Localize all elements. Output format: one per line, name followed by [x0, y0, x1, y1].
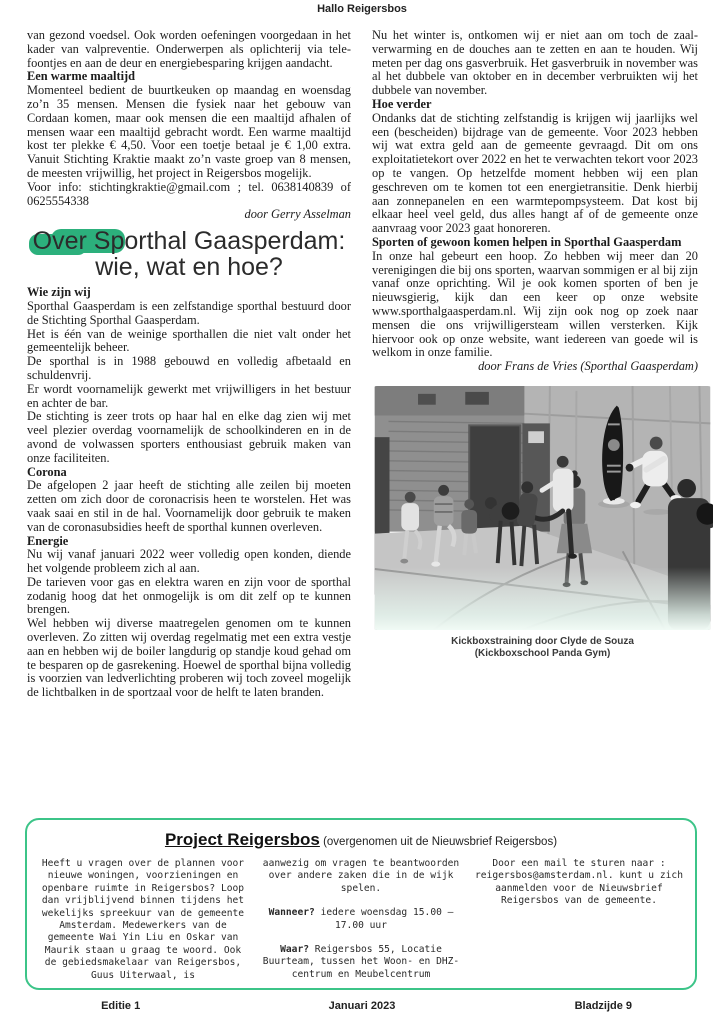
project-col-3-text: Door een mail te sturen naar : reigersbos@amsterdam.nl. kunt u zich aanmelden voor de Nieuwsbrief Reigersbos van de gemeente. — [475, 858, 683, 907]
when-text: iedere woensdag 15.00 – 17.00 uur — [314, 907, 454, 931]
project-box-header — [39, 830, 683, 850]
project-when — [257, 907, 465, 932]
where-text: Reigersbos 55, Locatie Buurteam, tussen het Woon- en DHZ-centrum en Meubelcentrum — [262, 944, 460, 980]
page-footer — [0, 1000, 724, 1012]
kickbox-photo-illustration — [372, 386, 713, 630]
project-col-1-text: Heeft u vragen over de plannen voor nieuwe woningen, voorzieningen en openbare ruimte in Reigersbos? Loop dan vrijblijvend binnen tijdens het wekelijks spreekuur van de gemeente Amsterdam. Medewerkers van de gemeente Wai Yin Liu en Oskar van Maurik staan u graag te woord. Ook de gebiedsmakelaar van Reigersbos, Guus Uiterwaal, is — [41, 858, 245, 981]
energie-heading: Energie — [27, 533, 69, 548]
photo-caption-line-1: Kickboxstraining door Clyde de Souza — [451, 635, 634, 647]
hoeverder-body: Ondanks dat de stichting zelfstandig is krijgen wij jaarlijks wel een (bescheiden) bijdrage van de gemeente. Voor 2023 hebben wij wat extra geld aan de gemeente gevraagd. Dit om ons exploitatietekort over 2022 en het te verwachten tekort voor 2023 op te vangen. Op hetzelfde moment hebben wij een plan geschreven om te komen tot een energietransitie. Denk hierbij aan zonnepanelen en een warmtepompsysteem. Dat kost bij elkaar heel veel geld, dus alles hangt af of de gemeente onze aanvraag voor 2023 gaat honoreren. — [372, 110, 698, 236]
wie-heading: Wie zijn wij — [27, 285, 91, 300]
footer-date: Januari 2023 — [328, 1000, 396, 1012]
where-label: Waar? — [280, 944, 310, 956]
contact-info: Voor info: stichtingkraktie@gmail.com ; tel. 0638140839 of 0625554338 — [27, 179, 351, 208]
corona-body: De afgelopen 2 jaar heeft de stichting alle zeilen bij moeten zetten om zich door de coronacrisis heen te worstelen. Het was vaak saai en stil in de hal. Voornamelijk door gebruik te maken van de coronasubsidies heeft de sporthal kunnen overleven. — [27, 478, 351, 534]
wie-line: De sporthal is in 1988 gebouwd en volledig afbetaald en schuldenvrij. — [27, 354, 351, 382]
headline-line-1: Over Sporthal Gaasperdam: — [32, 227, 346, 256]
project-col-3 — [475, 858, 683, 982]
photo-caption — [372, 636, 713, 660]
project-col-1 — [39, 858, 247, 982]
wie-line: Er wordt voornamelijk gewerkt met vrijwilligers in het bestuur en achter de bar. — [27, 381, 351, 410]
byline-gerry: door Gerry Asselman — [244, 207, 351, 222]
sporten-heading: Sporten of gewoon komen helpen in Sporthal Gaasperdam — [372, 234, 682, 249]
energie-line: De tarieven voor gas en elektra waren en zijn voor de sporthal zodanig hoog dat het onmogelijk is om dit zelf op te kunnen brengen. — [27, 574, 351, 617]
project-box-columns — [39, 858, 683, 982]
page-header — [0, 3, 724, 15]
meal-heading: Een warme maaltijd — [27, 69, 136, 84]
energie-line: Wel hebben wij diverse maatregelen genomen om te kunnen overleven. Zo zitten wij overdag regelmatig met een extra vestje aan en hebben wij de boiler langdurig op standje koud gehad om te besparen op de gasrekening. Hoewel de sporthal bijna volledig is voorzien van ledverlichting proberen wij toch zoveel mogelijk de lichtbalken in de sportzaal voor de helft te laten branden. — [27, 616, 351, 700]
project-box — [25, 818, 697, 990]
project-where — [257, 944, 465, 981]
wie-line: De stichting is zeer trots op haar hal en elke dag zien wij met veel plezier overdag voornamelijk de schoolkinderen en in de avond de volwassen sporters enthousiast gebruik maken van onze faciliteiten. — [27, 409, 351, 465]
byline-frans: door Frans de Vries (Sporthal Gaasperdam) — [478, 359, 698, 374]
footer-edition: Editie 1 — [101, 1000, 141, 1012]
hoeverder-heading: Hoe verder — [372, 96, 432, 111]
wie-line: Het is één van de weinige sporthallen die niet valt onder het gemeentelijk beheer. — [27, 326, 351, 355]
project-col-2-text: aanwezig om vragen te beantwoorden over andere zaken die in de wijk spelen. — [262, 858, 460, 894]
sporten-body: In onze hal gebeurt een hoop. Zo hebben wij meer dan 20 verenigingen die bij ons sporten, waarvan sommigen er al bij zijn vanaf onze oprichting. Wil je ook komen sporten of ben je nieuwsgierig, kijk dan een keer op onze website www.sporthalgaasperdam.nl. Wij zijn ook nog op zoek naar mensen die ons vrijwilligersteam willen versterken. Kijk hiervoor ook op onze website, want iedereen van goede wil is welkom in onze familie. — [372, 248, 698, 360]
left-column — [27, 29, 351, 700]
header-title: Hallo Reigersbos — [317, 3, 407, 15]
article-headline — [27, 228, 351, 280]
corona-heading: Corona — [27, 464, 67, 479]
project-box-title: Project Reigersbos — [164, 830, 320, 849]
project-box-subtitle: (overgenomen uit de Nieuwsbrief Reigersbos) — [319, 836, 558, 848]
kraktie-intro: van gezond voedsel. Ook worden oefeningen voorgedaan in het kader van valpreventie. Onderwerpen als oplichterij via telefoontjes en aan de deur en energiebesparing krijgen aandacht. — [27, 28, 351, 70]
winter-body: Nu het winter is, ontkomen wij er niet aan om toch de zaalverwarming en de douches aan te zetten en aan te houden. Wij meten per dag ons gasverbruik. Het gasverbruik in november was al het dubbele van oktober en in december verbruikten wij het dubbele van november. — [372, 28, 698, 98]
project-col-2 — [257, 858, 465, 982]
wie-line: Sporthal Gaasperdam is een zelfstandige sporthal bestuurd door de Stichting Sporthal Gaasperdam. — [27, 298, 351, 327]
meal-body: Momenteel bedient de buurtkeuken op maandag en woensdag zo’n 35 mensen. Mensen die fysiek naar het gebouw van Cordaan komen, maar ook mensen die een maaltijd afhalen of mensen waar een maaltijd gebracht wordt. Een warme maaltijd kost ter plekke € 4,50. Voor een toetje betaal je € 1,00 extra. Vanuit Stichting Kraktie maakt zo’n vaste groep van 8 mensen, de meesten vrijwillig, het project in Reigersbos mogelijk. — [27, 83, 351, 180]
kickbox-photo — [372, 386, 713, 630]
footer-page-number: Bladzijde 9 — [574, 1000, 633, 1012]
energie-line: Nu wij vanaf januari 2022 weer volledig open konden, diende het volgende probleem zich al aan. — [27, 547, 351, 576]
photo-caption-line-2: (Kickboxschool Panda Gym) — [474, 647, 611, 659]
headline-line-2: wie, wat en hoe? — [95, 253, 283, 282]
right-column — [372, 29, 698, 660]
when-label: Wanneer? — [268, 907, 315, 919]
